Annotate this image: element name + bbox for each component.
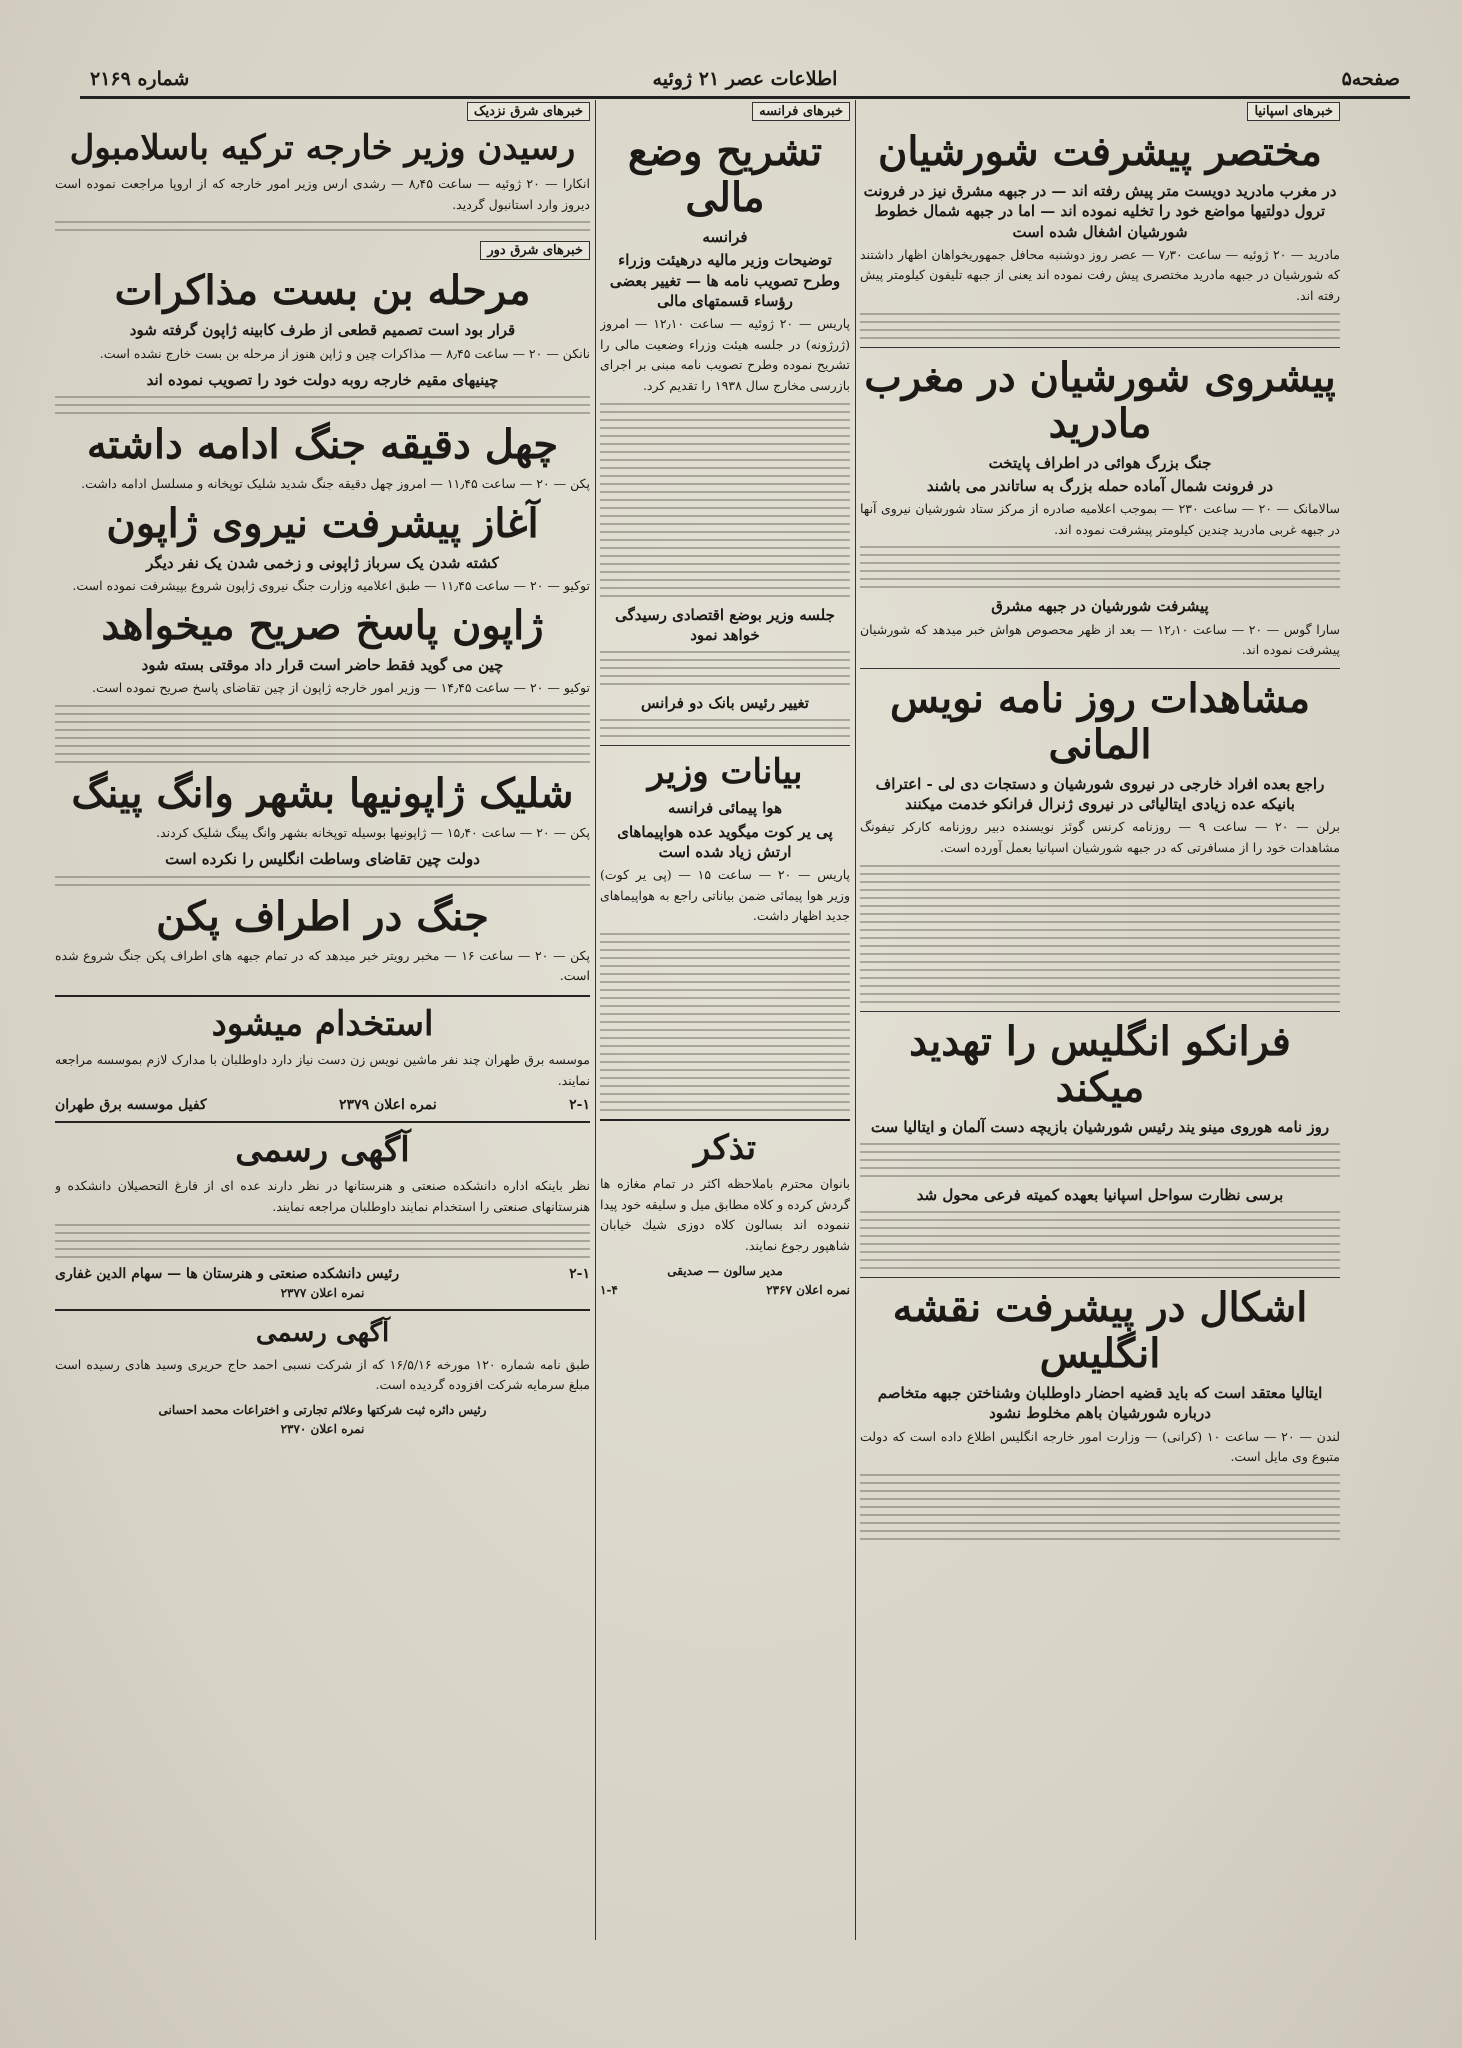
ad-signature: رئیس دانشکده صنعتی و هنرستان ها — سهام الدین غفاری [55, 1265, 400, 1282]
subheadline: کشته شدن یک سرباز ژاپونی و زخمی شدن یک نفر دیگر [146, 554, 499, 573]
ad-title: آگهی رسمی [235, 1130, 410, 1171]
headline: جنگ در اطراف پکن [156, 892, 489, 940]
ad-title: استخدام میشود [211, 1003, 434, 1044]
ad-number: نمره اعلان ۲۳۷۷ [280, 1285, 365, 1300]
kicker: فرانسه [702, 228, 748, 246]
subheadline: روز نامه هوروی مینو یند رئیس شورشیان بازیچه دست آلمان و ایتالیا ست [870, 1117, 1330, 1136]
article-body: مادرید — ۲۰ ژوئیه — ساعت ۷٫۳۰ — عصر روز دوشنبه محافل جمهوریخواهان اظهار داشتند که شورشیان در جبهه مادرید مختصری پیش رفت نموده اند یعنی از جبهه تلیفون کیلومتر پیش رفته اند. [860, 246, 1340, 303]
article-body: پاریس — ۲۰ — ساعت ۱۵ — (پی یر کوت) وزیر هوا پیمائی ضمن بیاناتی راجع به هواپیماهای جدید اظهار داشت. [600, 867, 850, 924]
subheadline: راجع بعده افراد خارجی در نیروی شورشیان و دستجات دی لی - اعتراف بانیکه عده زیادی ایتالیائی در نیروی ژنرال فرانکو خدمت میکنند [875, 774, 1325, 814]
ad-body: موسسه برق طهران چند نفر ماشین نویس زن دست نیاز دارد داوطلبان با مدارک لازم بموسسه مراجعه نمایند. [55, 1052, 590, 1088]
divider [860, 1277, 1340, 1278]
article-body: نانکن — ۲۰ — ساعت ۸٫۴۵ — مذاکرات چین و ژاپن هنوز از مرحله بن بست خارج نشده است. [99, 345, 590, 361]
ad-signature: کفیل موسسه برق طهران [55, 1097, 207, 1114]
divider [55, 1121, 590, 1123]
ad-body: نظر باینکه اداره دانشکده صنعتی و هنرستانها در نظر دارند عده ای از فارغ التحصیلان دانشکده و هنرستانهای صنعتی را استخدام نمایند داوطلبان مراجعه نمایند. [55, 1178, 590, 1215]
ad-title: آگهی رسمی [255, 1317, 390, 1348]
text-lines [55, 705, 590, 763]
text-lines [860, 313, 1340, 339]
text-lines [600, 403, 850, 597]
headline: پیشروی شورشیان در مغرب مادرید [864, 353, 1336, 447]
subheadline: ایتالیا معتقد است که باید قضیه احضار داوطلبان وشناختن جبهه متخاصم درباره شورشیان باهم مخلوط نشود [877, 1384, 1323, 1423]
article-body: پکن — ۲۰ — ساعت ۱۱٫۴۵ — امروز چهل دقیقه جنگ شدید شلیک توپخانه و مسلسل ادامه داشت. [81, 476, 590, 492]
article-body: برلن — ۲۰ — ساعت ۹ — روزنامه کرنس گوئز نویسنده دبیر روزنامه کارکر تیفونگ مشاهدات خود را از مسافرتی که در جبهه شورشیان اسپانیا بعمل آورده است. [860, 819, 1340, 855]
article-body: توکیو — ۲۰ — ساعت ۱۴٫۴۵ — وزیر امور خارجه ژاپون از چین تقاضای پاسخ صریح نموده است. [92, 680, 590, 696]
ad-signature-row [55, 1266, 590, 1282]
subheadline: تغییر رئیس بانک دو فرانس [641, 694, 809, 712]
subheadline: توضیحات وزیر مالیه درهیئت وزراء وطرح تصویب نامه ها — تغییر بعضی رؤساء قسمتهای مالی [609, 251, 841, 310]
divider [55, 1309, 590, 1311]
column-rule [595, 100, 596, 1940]
subheadline: چینیهای مقیم خارجه روبه دولت خود را تصویب نموده اند [146, 371, 499, 390]
signature: مدیر سالون — صدیقی [667, 1263, 783, 1278]
divider [600, 745, 850, 746]
article-body: پاریس — ۲۰ ژوئیه — ساعت ۱۲٫۱۰ — امروز (ژرژونه) در جلسه هیئت وزراء وضعیت مالی را تشریح نموده وطرح تصویب نامه مبنی بر اجرای بازرسی مخارج سال ۱۹۳۸ را تقدیم کرد. [600, 316, 850, 393]
paper-date: اطلاعات عصر ۲۱ ژوئیه [652, 68, 838, 90]
ad-number: نمره اعلان ۲۳۷۹ [339, 1097, 437, 1114]
text-lines [55, 396, 590, 414]
headline: فرانکو انگلیس را تهدید میکند [909, 1017, 1291, 1111]
ad-signature-row [55, 1097, 590, 1113]
ad-code: ۲-۱ [569, 1265, 590, 1282]
ad-signature: رئیس دائره ثبت شرکتها وعلائم تجارتی و اختراعات محمد احسانی [158, 1402, 487, 1417]
headline: مشاهدات روز نامه نویس المانی [890, 674, 1310, 768]
subheadline: جنگ بزرگ هوائی در اطراف پایتخت [988, 453, 1212, 472]
text-lines [600, 651, 850, 685]
text-lines [55, 1224, 590, 1258]
subheadline: جلسه وزیر بوضع اقتصادی رسیدگی خواهد نمود [615, 605, 835, 644]
headline: ژاپون پاسخ صریح میخواهد [101, 601, 544, 649]
divider [600, 1119, 850, 1121]
masthead [80, 64, 1410, 99]
subheadline: پیشرفت شورشیان در جبهه مشرق [991, 597, 1209, 616]
subheadline: پی یر کوت میگوید عده هواپیماهای ارتش زیاد شده است [617, 822, 833, 861]
headline: رسیدن وزیر خارجه ترکیه باسلامبول [69, 128, 576, 168]
headline: اشکال در پیشرفت نقشه انگلیس [892, 1284, 1308, 1378]
headline: بیانات وزیر [647, 752, 803, 793]
article-body: بانوان محترم باملاحظه اکثر در تمام مغازه ها گردش کرده و کلاه مطابق میل و سلیقه خود پیدا ننموده اند بسالون کلاه دوزی شیك خیابان شاهپور رجوع نمایند. [600, 1176, 850, 1253]
text-lines [55, 876, 590, 886]
divider [860, 1011, 1340, 1012]
headline: تذکر [693, 1127, 757, 1168]
ad-code: ۱-۴ [600, 1282, 618, 1297]
article-body: سالامانک — ۲۰ — ساعت ۲۳۰ — بموجب اعلامیه صادره از مرکز ستاد شورشیان نیروی آنها در جبهه غربی مادرید چندین کیلومتر پیشرفت نموده اند. [860, 501, 1340, 537]
headline: مرحله بن بست مذاکرات [114, 267, 531, 315]
headline: چهل دقیقه جنگ ادامه داشته [86, 421, 559, 469]
subheadline: در مغرب مادرید دویست متر پیش رفته اند — در جبهه مشرق نیز در فرونت ترول دولتیها مواضع خود را تخلیه نموده اند — اما در جبهه شمال خطوط شورشیان اشغال شده است [863, 182, 1337, 241]
text-lines [860, 865, 1340, 1003]
text-lines [55, 221, 590, 231]
article-body: توکیو — ۲۰ — ساعت ۱۱٫۴۵ — طبق اعلامیه وزارت جنگ نیروی ژاپون شروع بپیشرفت نموده است. [72, 578, 590, 594]
column-east [55, 100, 590, 1440]
divider [860, 347, 1340, 348]
article-body: پکن — ۲۰ — ساعت ۱۶ — مخبر رویتر خبر میدهد که در تمام جبهه های اطراف پکن جنگ شروع شده است. [55, 947, 590, 984]
article-body: لندن — ۲۰ — ساعت ۱۰ (کرانی) — وزارت امور خارجه انگلیس اطلاع داده است که دولت متبوع وی مایل است. [860, 1428, 1340, 1465]
text-lines [860, 1143, 1340, 1177]
ad-number-row [600, 1283, 850, 1297]
text-lines [860, 1474, 1340, 1540]
article-body: پکن — ۲۰ — ساعت ۱۵٫۴۰ — ژاپونیها بوسیله توپخانه بشهر وانگ پینگ شلیک کردند. [156, 824, 590, 840]
column-spain [860, 100, 1340, 1548]
subheadline: دولت چین تقاضای وساطت انگلیس را نکرده است [165, 850, 480, 869]
column-france [600, 100, 850, 1297]
article-body: انکارا — ۲۰ ژوئیه — ساعت ۸٫۴۵ — رشدی ارس وزیر امور خارجه که از اروپا مراجعت نموده است دیروز وارد استانبول گردید. [55, 176, 590, 212]
issue-number: شماره ۲۱۶۹ [90, 68, 190, 90]
headline: آغاز پیشرفت نیروی ژاپون [106, 500, 539, 548]
text-lines [860, 1211, 1340, 1269]
section-tag: خبرهای اسپانیا [1247, 102, 1340, 121]
section-tag: خبرهای فرانسه [752, 102, 850, 121]
subheadline: در فرونت شمال آماده حمله بزرگ به ساتاندر می باشند [926, 476, 1274, 495]
text-lines [860, 546, 1340, 588]
column-rule [855, 100, 856, 1940]
ad-code: ۲-۱ [569, 1097, 590, 1114]
subheadline: هوا پیمائی فرانسه [667, 799, 783, 818]
ad-number: نمره اعلان ۲۳۷۰ [280, 1422, 365, 1437]
section-tag: خبرهای شرق دور [480, 241, 590, 260]
text-lines [600, 933, 850, 1111]
divider [860, 668, 1340, 669]
article-body: سارا گوس — ۲۰ — ساعت ۱۲٫۱۰ — بعد از ظهر محصوص هواش خبر میدهد که شورشیان پیشرفت نموده اند. [860, 621, 1340, 658]
ad-number: نمره اعلان ۲۳۶۷ [766, 1282, 850, 1297]
subheadline: چین می گوید فقط حاضر است قرار داد موقتی بسته شود [141, 655, 504, 674]
headline: شلیک ژاپونیها بشهر وانگ پینگ [71, 769, 574, 817]
section-tag: خبرهای شرق نزدیک [467, 102, 590, 121]
subheadline: قرار بود است تصمیم قطعی از طرف کابینه ژاپون گرفته شود [129, 321, 516, 340]
headline: تشریح وضع مالی [627, 128, 823, 221]
subheadline: برسی نظارت سواحل اسپانیا بعهده کمیته فرعی محول شد [916, 1185, 1284, 1204]
ad-body: طبق نامه شماره ۱۲۰ مورخه ۱۶/۵/۱۶ که از شرکت نسبی احمد حاج حریری وسید هادی رسیده است مبلغ سرمایه شرکت افزوده گردیده است. [55, 1356, 590, 1393]
divider [55, 995, 590, 997]
text-lines [600, 719, 850, 737]
page-number: صفحه۵ [1341, 68, 1400, 90]
headline: مختصر پیشرفت شورشیان [878, 128, 1322, 175]
